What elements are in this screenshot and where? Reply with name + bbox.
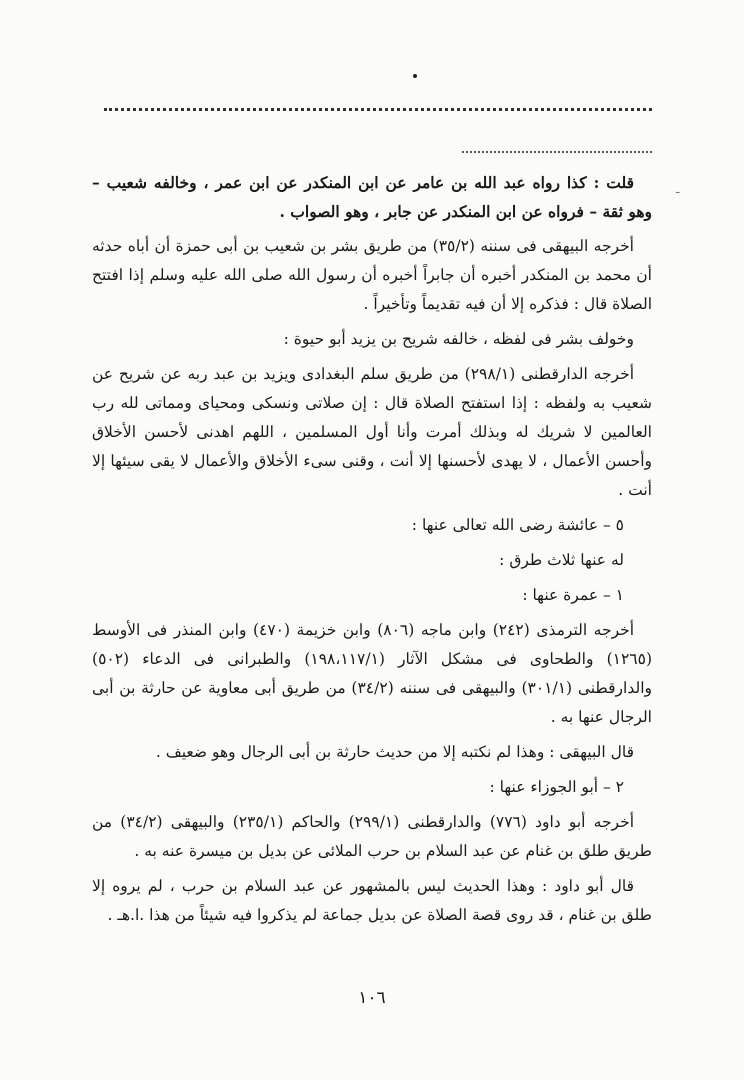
- dotted-separator: [104, 108, 652, 111]
- paragraph-contradiction: وخولف بشر فى لفظه ، خالفه شريح بن يزيد أبو حيوة :: [283, 330, 634, 348]
- paragraph-bayhaqi: أخرجه البيهقى فى سننه (٣٥/٢) من طريق بشر بن شعيب بن أبى حمزة أن أباه حدثه أن محمد بن المنكدر أخبره أن جابراً أخبره أن رسول الله صلى الله عليه وسلم إذا افتتح الصلاة قال : فذكره إلا أن فيه تقديماً وتأخيراً .: [92, 237, 652, 313]
- subheading-abu-al-jawza: ٢ – أبو الجوزاء عنها :: [489, 778, 624, 796]
- paragraph-abu-dawud-comment: قال أبو داود : وهذا الحديث ليس بالمشهور عن عبد السلام بن حرب ، لم يروه إلا طلق بن غنام ، قد روى قصة الصلاة عن بديل جماعة لم يذكروا فيه شيئاً من هذا .ا.هـ .: [92, 877, 652, 924]
- paragraph-note: قلت : كذا رواه عبد الله بن عامر عن ابن المنكدر عن ابن عمر ، وخالفه شعيب – وهو ثقة – فرواه عن ابن المنكدر عن جابر ، وهو الصواب .: [92, 173, 652, 221]
- paragraph-daraqutni: أخرجه الدارقطنى (٢٩٨/١) من طريق سلم البغدادى ويزيد بن عبد ربه عن شريح عن شعيب به ولفظه : إذا استفتح الصلاة قال : إن صلاتى ونسكى ومحياى ومماتى لله رب العالمين لا شريك له وبذلك أمرت وأنا أول المسلمين ، اللهم اهدنى لأحسن الأخلاق وأحسن الأعمال ، لا يهدى لأحسنها إلا أنت ، وقنى سىء الأخلاق والأعمال لا يقى سيئها إلا أنت .: [92, 365, 652, 499]
- section-heading-aisha: ٥ – عائشة رضى الله تعالى عنها :: [411, 516, 624, 534]
- page-number: ١٠٦: [358, 988, 386, 1008]
- page-body: [92, 168, 652, 936]
- paragraph-routes: له عنها ثلاث طرق :: [499, 551, 624, 569]
- margin-mark: ـ: [676, 182, 680, 196]
- paragraph-abu-dawud: أخرجه أبو داود (٧٧٦) والدارقطنى (٢٩٩/١) والحاكم (٢٣٥/١) والبيهقى (٣٤/٢) من طريق طلق بن غنام عن عبد السلام بن حرب الملائى عن بديل بن ميسرة عنه به .: [92, 813, 652, 860]
- dotted-separator-short: [462, 151, 652, 153]
- paragraph-bayhaqi-comment: قال البيهقى : وهذا لم نكتبه إلا من حديث حارثة بن أبى الرجال وهو ضعيف .: [155, 743, 634, 761]
- paragraph-tirmidhi: أخرجه الترمذى (٢٤٢) وابن ماجه (٨٠٦) وابن خزيمة (٤٧٠) وابن المنذر فى الأوسط (١٢٦٥) والطحاوى فى مشكل الآثار (١٩٨،١١٧/١) والطبرانى فى الدعاء (٥٠٢) والدارقطنى (٣٠١/١) والبيهقى فى سننه (٣٤/٢) من طريق أبى معاوية عن حارثة بن أبى الرجال عنها به .: [92, 621, 652, 726]
- subheading-amra: ١ – عمرة عنها :: [522, 586, 624, 604]
- decorative-dot: [413, 74, 417, 78]
